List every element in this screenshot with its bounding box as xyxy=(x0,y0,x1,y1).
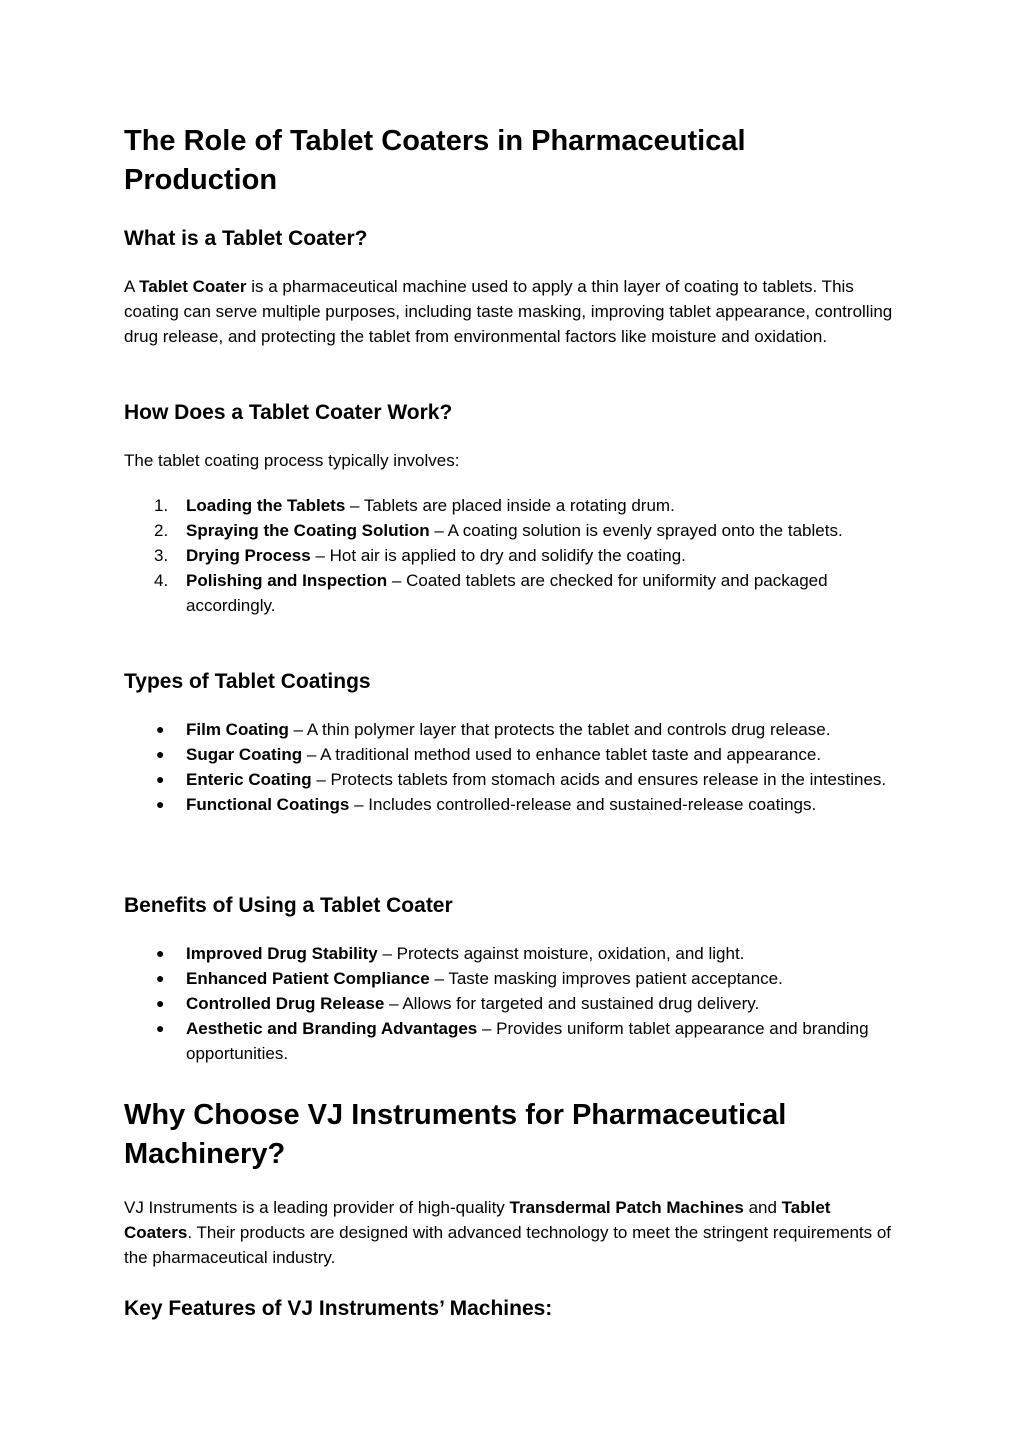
bullet-icon: ● xyxy=(156,970,165,986)
item-text: – Protects against moisture, oxidation, and light. xyxy=(377,944,745,963)
text-span: is a pharmaceutical machine used to apply a thin layer of coating to tablets. This coating can serve multiple purposes, including taste masking, improving tablet appearance, controlling drug release, and protecting the tablet from environmental factors like moisture and oxidation. xyxy=(124,277,893,346)
list-item xyxy=(124,767,904,792)
bold-term: Enteric Coating xyxy=(186,770,312,789)
bold-term: Drying Process xyxy=(186,546,311,565)
list-number: 1. xyxy=(154,496,169,515)
heading-types-of-coatings: Types of Tablet Coatings xyxy=(124,670,371,693)
paragraph-why-choose-vj xyxy=(124,1195,900,1270)
list-item xyxy=(124,941,904,966)
bullet-icon: ● xyxy=(156,721,165,737)
bold-term: Controlled Drug Release xyxy=(186,994,385,1013)
heading-why-choose-vj: Why Choose VJ Instruments for Pharmaceutical Machinery? xyxy=(124,1099,787,1170)
bold-term: Spraying the Coating Solution xyxy=(186,521,430,540)
bold-term: Transdermal Patch Machines xyxy=(509,1198,744,1217)
paragraph-what-is-tablet-coater xyxy=(124,274,900,349)
bold-term: Tablet Coaters xyxy=(124,1198,831,1242)
bold-term: Sugar Coating xyxy=(186,745,303,764)
bold-term: Film Coating xyxy=(186,720,289,739)
bullet-icon: ● xyxy=(156,995,165,1011)
item-text: – Allows for targeted and sustained drug delivery. xyxy=(384,994,760,1013)
item-text: – A traditional method used to enhance tablet taste and appearance. xyxy=(302,745,822,764)
text-span: VJ Instruments is a leading provider of high-quality xyxy=(124,1198,510,1217)
bullet-icon: ● xyxy=(156,746,165,762)
bold-term: Improved Drug Stability xyxy=(186,944,378,963)
text-span: and xyxy=(743,1198,782,1217)
heading-how-does-it-work: How Does a Tablet Coater Work? xyxy=(124,401,453,424)
list-item xyxy=(124,1016,904,1066)
list-item xyxy=(124,543,904,568)
paragraph-process-intro: The tablet coating process typically involves: xyxy=(124,451,460,470)
item-text: – A coating solution is evenly sprayed onto the tablets. xyxy=(429,521,843,540)
bold-term: Tablet Coater xyxy=(139,277,247,296)
bullet-icon: ● xyxy=(156,771,165,787)
item-text: – Includes controlled-release and sustained-release coatings. xyxy=(349,795,817,814)
list-item xyxy=(124,518,904,543)
bold-term: Polishing and Inspection xyxy=(186,571,388,590)
benefits-list xyxy=(124,941,904,1066)
bullet-icon: ● xyxy=(156,945,165,961)
list-number: 3. xyxy=(154,546,169,565)
process-steps-list xyxy=(124,493,904,618)
list-item xyxy=(124,792,904,817)
coating-types-list xyxy=(124,717,904,817)
item-text: – Provides uniform tablet appearance and branding opportunities. xyxy=(186,1019,869,1063)
list-item xyxy=(124,568,904,618)
item-text: – Tablets are placed inside a rotating drum. xyxy=(345,496,675,515)
heading-what-is-tablet-coater: What is a Tablet Coater? xyxy=(124,227,368,250)
list-number: 4. xyxy=(154,571,169,590)
document-title: The Role of Tablet Coaters in Pharmaceutical Production xyxy=(124,125,746,196)
bold-term: Functional Coatings xyxy=(186,795,350,814)
item-text: – Taste masking improves patient acceptance. xyxy=(429,969,783,988)
item-text: – Coated tablets are checked for uniformity and packaged accordingly. xyxy=(186,571,828,615)
list-number: 2. xyxy=(154,521,169,540)
bold-term: Enhanced Patient Compliance xyxy=(186,969,430,988)
list-item xyxy=(124,717,904,742)
text-span: . Their products are designed with advanced technology to meet the stringent requirements of the pharmaceutical industry. xyxy=(124,1223,892,1267)
heading-benefits: Benefits of Using a Tablet Coater xyxy=(124,894,453,917)
heading-key-features: Key Features of VJ Instruments’ Machines: xyxy=(124,1297,553,1320)
list-item xyxy=(124,493,904,518)
list-item xyxy=(124,742,904,767)
list-item xyxy=(124,966,904,991)
item-text: – Hot air is applied to dry and solidify the coating. xyxy=(310,546,686,565)
bold-term: Aesthetic and Branding Advantages xyxy=(186,1019,478,1038)
item-text: – Protects tablets from stomach acids and ensures release in the intestines. xyxy=(311,770,887,789)
text-span: A xyxy=(124,277,140,296)
bullet-icon: ● xyxy=(156,796,165,812)
bold-term: Loading the Tablets xyxy=(186,496,346,515)
bullet-icon: ● xyxy=(156,1020,165,1036)
item-text: – A thin polymer layer that protects the tablet and controls drug release. xyxy=(288,720,831,739)
list-item xyxy=(124,991,904,1016)
